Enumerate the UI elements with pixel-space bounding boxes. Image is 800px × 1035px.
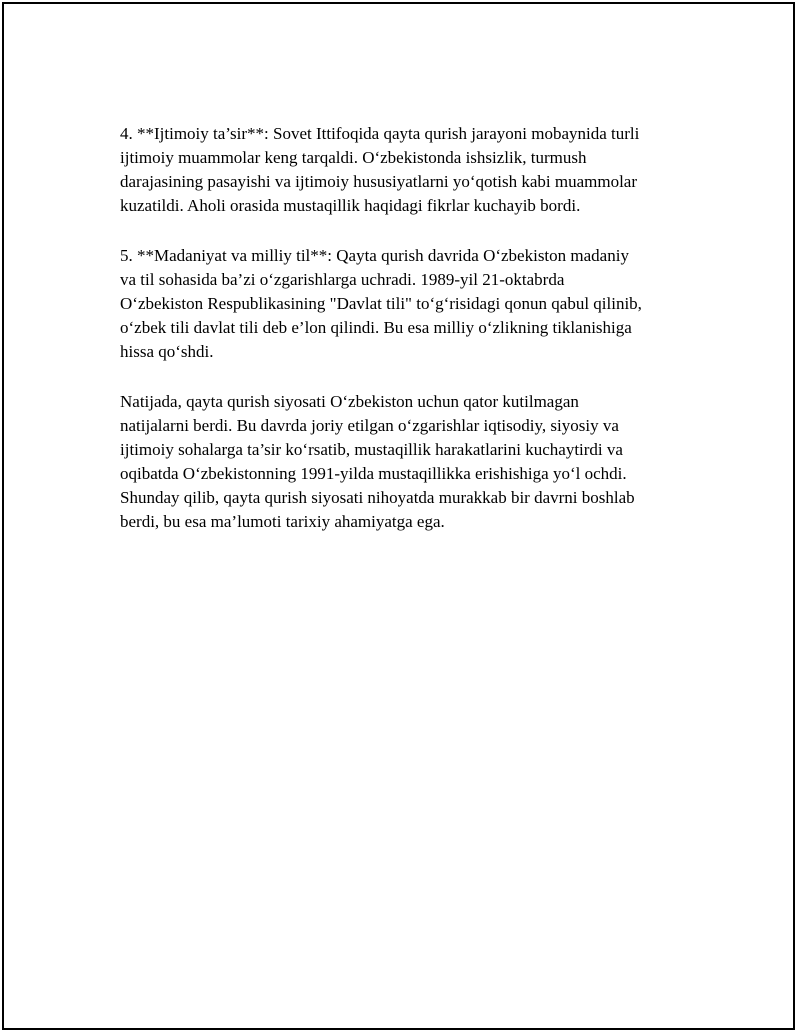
text-line: o‘zbek tili davlat tili deb e’lon qilindi. Bu esa milliy o‘zlikning tiklanishiga xyxy=(120,318,632,337)
text-line: darajasining pasayishi va ijtimoiy hususiyatlarni yo‘qotish kabi muammolar xyxy=(120,172,637,191)
document-body xyxy=(120,122,700,560)
paragraph-conclusion xyxy=(120,390,700,534)
text-line: va til sohasida ba’zi o‘zgarishlarga uchradi. 1989-yil 21-oktabrda xyxy=(120,270,565,289)
text-line: 4. **Ijtimoiy ta’sir**: Sovet Ittifoqida qayta qurish jarayoni mobaynida turli xyxy=(120,124,640,143)
paragraph-social-impact xyxy=(120,122,700,218)
paragraph-culture-language xyxy=(120,244,700,364)
text-line: O‘zbekiston Respublikasining "Davlat tili" to‘g‘risidagi qonun qabul qilinib, xyxy=(120,294,642,313)
text-line: Shunday qilib, qayta qurish siyosati nihoyatda murakkab bir davrni boshlab xyxy=(120,488,635,507)
text-line: oqibatda O‘zbekistonning 1991-yilda mustaqillikka erishishiga yo‘l ochdi. xyxy=(120,464,627,483)
text-line: ijtimoiy muammolar keng tarqaldi. O‘zbekistonda ishsizlik, turmush xyxy=(120,148,587,167)
text-line: kuzatildi. Aholi orasida mustaqillik haqidagi fikrlar kuchayib bordi. xyxy=(120,196,581,215)
text-line: Natijada, qayta qurish siyosati O‘zbekiston uchun qator kutilmagan xyxy=(120,392,579,411)
document-page xyxy=(2,2,795,1030)
text-line: 5. **Madaniyat va milliy til**: Qayta qurish davrida O‘zbekiston madaniy xyxy=(120,246,629,265)
text-line: hissa qo‘shdi. xyxy=(120,342,214,361)
text-line: natijalarni berdi. Bu davrda joriy etilgan o‘zgarishlar iqtisodiy, siyosiy va xyxy=(120,416,619,435)
text-line: berdi, bu esa ma’lumoti tarixiy ahamiyatga ega. xyxy=(120,512,445,531)
text-line: ijtimoiy sohalarga ta’sir ko‘rsatib, mustaqillik harakatlarini kuchaytirdi va xyxy=(120,440,623,459)
